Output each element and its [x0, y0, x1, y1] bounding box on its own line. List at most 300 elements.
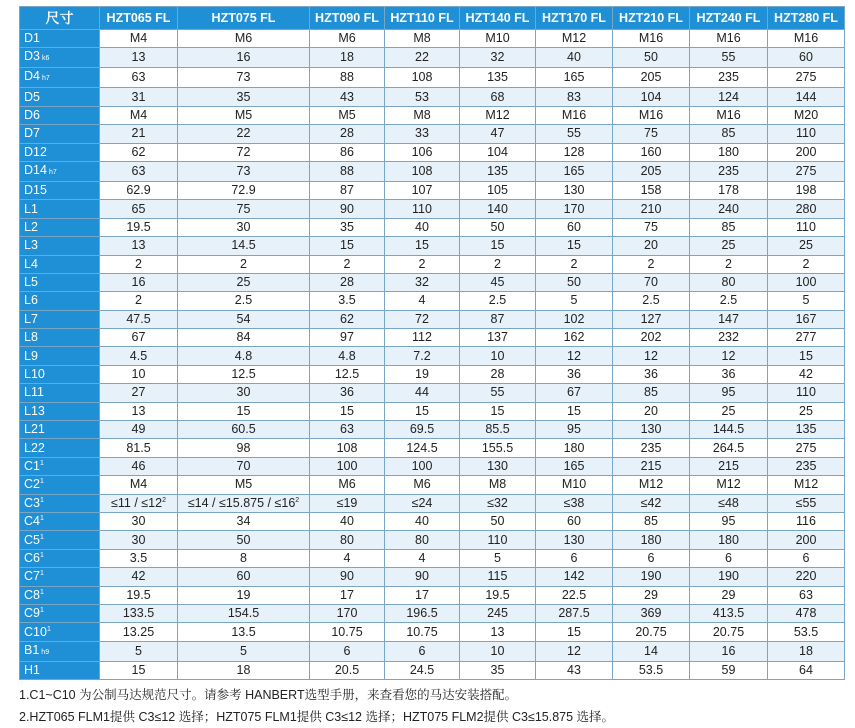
row-label-text: H1	[24, 662, 40, 677]
table-cell	[385, 641, 460, 661]
table-cell	[460, 329, 536, 347]
table-cell	[768, 384, 845, 402]
table-cell	[385, 161, 460, 181]
table-cell	[536, 549, 613, 567]
table-row	[20, 661, 845, 679]
cell-value: 15	[131, 662, 146, 677]
cell-value: 60	[799, 50, 813, 65]
cell-value: 105	[487, 183, 508, 198]
table-cell	[100, 641, 178, 661]
cell-value: 210	[640, 201, 662, 216]
table-cell	[613, 143, 690, 161]
cell-value: 97	[340, 330, 354, 345]
cell-value: 12.5	[231, 367, 256, 382]
cell-value: 180	[563, 440, 585, 455]
cell-value: 19.5	[126, 219, 151, 234]
cell-value: 110	[412, 201, 432, 216]
cell-value: M16	[561, 107, 587, 122]
table-cell	[768, 329, 845, 347]
row-label-text: L7	[24, 311, 38, 326]
cell-value: 155.5	[481, 440, 514, 455]
table-cell	[178, 421, 310, 439]
row-label-text: L11	[24, 385, 44, 400]
row-label-text: B1	[24, 642, 40, 657]
table-cell	[178, 586, 310, 604]
row-label	[20, 365, 100, 383]
cell-value: 25	[236, 275, 251, 290]
cell-value: 47	[490, 126, 505, 141]
table-cell	[460, 310, 536, 328]
row-label-tolerance: h9	[41, 648, 50, 656]
cell-value: 36	[567, 367, 581, 382]
row-label-text: L10	[24, 367, 45, 382]
table-cell	[178, 143, 310, 161]
cell-value: 31	[131, 89, 146, 104]
cell-value: 5	[240, 643, 247, 658]
cell-value: 80	[721, 275, 736, 290]
cell-value: 3.5	[129, 550, 148, 565]
cell-value: 127	[640, 311, 662, 326]
table-cell	[613, 661, 690, 679]
table-cell	[690, 125, 768, 143]
cell-value: 72	[236, 144, 251, 159]
cell-value: 13	[490, 624, 505, 639]
table-cell	[460, 106, 536, 124]
table-cell	[768, 237, 845, 255]
column-header: HZT065 FL	[100, 7, 178, 30]
row-label	[20, 623, 100, 641]
table-cell	[460, 347, 536, 365]
table-cell	[768, 531, 845, 549]
row-label-text: D12	[24, 144, 47, 159]
table-row	[20, 68, 845, 88]
cell-value: 100	[411, 459, 433, 473]
table-cell	[690, 476, 768, 494]
cell-value: 180	[640, 532, 662, 547]
table-cell	[178, 457, 310, 475]
cell-value: 35	[340, 219, 354, 234]
cell-value: 67	[131, 330, 146, 345]
table-cell	[613, 310, 690, 328]
table-cell	[178, 641, 310, 661]
table-header-row	[20, 7, 845, 30]
cell-value: 137	[487, 330, 508, 345]
table-cell	[310, 30, 385, 48]
cell-value: 70	[236, 459, 251, 473]
table-cell	[460, 68, 536, 88]
table-cell	[536, 237, 613, 255]
cell-value: 235	[718, 70, 739, 85]
table-cell	[613, 568, 690, 586]
cell-value: 2.5	[234, 293, 253, 308]
cell-value: 32	[415, 275, 429, 290]
cell-value: M12	[638, 477, 664, 492]
table-cell	[310, 604, 385, 622]
table-cell	[385, 310, 460, 328]
row-label-text: C4	[24, 514, 40, 529]
table-row	[20, 623, 845, 641]
row-label-text: L3	[24, 238, 38, 253]
table-cell	[690, 421, 768, 439]
cell-value: 27	[131, 385, 146, 400]
table-cell	[100, 568, 178, 586]
row-label	[20, 237, 100, 255]
cell-value: 180	[718, 532, 739, 547]
table-cell	[460, 549, 536, 567]
cell-value: 90	[340, 569, 354, 584]
spec-sheet	[19, 6, 844, 728]
cell-value: 220	[795, 569, 817, 584]
cell-value: 83	[567, 89, 581, 104]
cell-value: 53.5	[638, 662, 664, 677]
row-label-text: D7	[24, 126, 40, 141]
table-row	[20, 48, 845, 68]
row-label-superscript: 1	[39, 515, 44, 523]
cell-value: 18	[340, 50, 354, 65]
table-cell	[460, 623, 536, 641]
cell-value: 107	[411, 183, 433, 198]
table-cell	[536, 30, 613, 48]
cell-value: 40	[340, 514, 354, 529]
table-cell	[690, 68, 768, 88]
table-cell	[613, 365, 690, 383]
table-cell	[310, 384, 385, 402]
table-cell	[385, 292, 460, 310]
cell-value: 235	[718, 163, 739, 178]
table-row	[20, 200, 845, 218]
table-cell	[613, 292, 690, 310]
table-cell	[536, 161, 613, 181]
cell-value: 2	[240, 256, 247, 271]
cell-value: 4	[418, 550, 426, 565]
cell-value: 4.8	[338, 348, 356, 363]
cell-value: 3.5	[338, 293, 356, 308]
row-label-text: L21	[24, 422, 45, 437]
cell-value: 232	[718, 330, 739, 345]
table-cell	[310, 661, 385, 679]
table-cell	[536, 365, 613, 383]
cell-value: 30	[131, 514, 146, 529]
table-cell	[100, 549, 178, 567]
cell-value: 45	[490, 275, 505, 290]
cell-value: 13	[131, 50, 146, 65]
row-label-superscript: 1	[39, 606, 44, 614]
row-label	[20, 200, 100, 218]
table-cell	[613, 457, 690, 475]
table-cell	[690, 237, 768, 255]
table-cell	[100, 125, 178, 143]
cell-value: 36	[721, 367, 736, 382]
cell-value: M4	[129, 107, 148, 122]
cell-value: 130	[487, 459, 508, 473]
cell-value: 102	[563, 311, 585, 326]
cell-value: 6	[802, 550, 810, 565]
cell-value: 28	[490, 367, 505, 382]
row-label-text: D1	[24, 31, 40, 46]
table-row	[20, 402, 845, 420]
cell-value: 275	[795, 163, 817, 178]
table-cell	[768, 161, 845, 181]
cell-value: 80	[415, 532, 429, 547]
table-cell	[385, 68, 460, 88]
table-cell	[613, 641, 690, 661]
table-cell	[460, 531, 536, 549]
cell-value: 108	[411, 163, 433, 178]
table-cell	[460, 200, 536, 218]
table-cell	[536, 457, 613, 475]
table-cell	[613, 476, 690, 494]
table-cell	[613, 68, 690, 88]
table-cell	[310, 161, 385, 181]
table-cell	[178, 106, 310, 124]
cell-value: 43	[567, 662, 581, 677]
cell-value: 42	[799, 367, 813, 382]
cell-value: 72.9	[231, 183, 256, 198]
table-cell	[613, 384, 690, 402]
cell-value: 104	[640, 89, 662, 104]
row-label	[20, 48, 100, 68]
cell-value: 85	[644, 514, 658, 529]
cell-value: 130	[563, 183, 585, 198]
column-header: HZT210 FL	[613, 7, 690, 30]
column-header: HZT240 FL	[690, 7, 768, 30]
cell-value: 14	[644, 643, 658, 658]
cell-value: 20.5	[334, 662, 360, 677]
cell-value: 215	[718, 459, 739, 473]
table-cell	[690, 161, 768, 181]
row-label	[20, 347, 100, 365]
cell-value: 5	[135, 643, 142, 658]
row-label	[20, 586, 100, 604]
table-cell	[690, 402, 768, 420]
table-cell	[690, 457, 768, 475]
table-cell	[768, 623, 845, 641]
cell-value: 264.5	[712, 440, 745, 455]
row-label	[20, 494, 100, 512]
cell-value: 13.25	[122, 624, 155, 639]
table-cell	[460, 661, 536, 679]
table-cell	[460, 457, 536, 475]
cell-value: 15	[340, 403, 354, 418]
cell-value: 196.5	[406, 606, 438, 621]
table-cell	[310, 237, 385, 255]
table-cell	[613, 512, 690, 530]
table-cell	[536, 531, 613, 549]
cell-value: 16	[131, 275, 146, 290]
cell-value: 124	[718, 89, 739, 104]
table-cell	[385, 402, 460, 420]
table-cell	[178, 604, 310, 622]
table-cell	[100, 143, 178, 161]
table-cell	[178, 237, 310, 255]
cell-value: M12	[485, 107, 510, 122]
cell-value: 60	[567, 219, 581, 234]
table-cell	[100, 310, 178, 328]
cell-value: ≤14 / ≤15.875 / ≤16	[187, 495, 296, 510]
cell-value: 100	[795, 275, 817, 290]
row-label-text: L5	[24, 275, 38, 290]
table-row	[20, 457, 845, 475]
cell-value: 116	[796, 514, 816, 529]
table-cell	[613, 181, 690, 199]
row-label	[20, 161, 100, 181]
cell-value: 108	[336, 440, 358, 455]
cell-value: 44	[415, 385, 429, 400]
table-cell	[178, 512, 310, 530]
row-label-text: D15	[24, 183, 47, 198]
cell-value: 25	[721, 238, 736, 253]
row-label-text: L2	[24, 219, 38, 234]
cell-value: 115	[487, 569, 508, 584]
cell-value: 18	[236, 662, 251, 677]
table-cell	[613, 88, 690, 106]
table-cell	[536, 200, 613, 218]
table-cell	[100, 30, 178, 48]
table-row	[20, 494, 845, 512]
table-cell	[178, 549, 310, 567]
table-cell	[100, 181, 178, 199]
table-cell	[768, 218, 845, 236]
footnote-1: 1.C1~C10 为公制马达规范尺寸。请参考 HANBERT选型手册，来查看您的马达安装搭配。	[19, 688, 518, 703]
row-label-text: C8	[24, 587, 40, 602]
cell-value: 140	[487, 201, 508, 216]
table-cell	[536, 310, 613, 328]
table-cell	[385, 531, 460, 549]
cell-value: 30	[236, 385, 251, 400]
table-cell	[536, 604, 613, 622]
table-cell	[536, 292, 613, 310]
table-cell	[385, 384, 460, 402]
table-cell	[385, 255, 460, 273]
row-label-text: D6	[24, 107, 40, 122]
table-row	[20, 181, 845, 199]
cell-value: 63	[340, 422, 354, 437]
table-cell	[690, 531, 768, 549]
table-cell	[310, 218, 385, 236]
table-cell	[460, 181, 536, 199]
table-cell	[460, 292, 536, 310]
cell-value: 24.5	[409, 662, 435, 677]
cell-value: 85	[721, 219, 736, 234]
cell-value: M6	[234, 31, 253, 46]
cell-value: 8	[240, 550, 247, 565]
cell-value: 2	[135, 256, 142, 271]
cell-value: 62	[131, 144, 146, 159]
table-cell	[536, 512, 613, 530]
row-label	[20, 549, 100, 567]
table-cell	[690, 255, 768, 273]
table-cell	[100, 292, 178, 310]
cell-value: 6	[418, 643, 426, 658]
column-header: HZT090 FL	[310, 7, 385, 30]
table-cell	[385, 365, 460, 383]
cell-value: 36	[644, 367, 658, 382]
table-cell	[385, 623, 460, 641]
table-cell	[768, 143, 845, 161]
table-cell	[613, 586, 690, 604]
row-label-superscript: 1	[39, 533, 44, 541]
table-cell	[460, 161, 536, 181]
table-cell	[690, 200, 768, 218]
table-cell	[100, 329, 178, 347]
table-cell	[385, 329, 460, 347]
table-cell	[536, 273, 613, 291]
row-label	[20, 143, 100, 161]
row-label-text: C1	[24, 459, 40, 473]
row-label-text: L9	[24, 348, 38, 363]
table-cell	[310, 531, 385, 549]
table-cell	[100, 161, 178, 181]
cell-value: 160	[640, 144, 662, 159]
cell-value: 108	[411, 70, 433, 85]
row-label	[20, 457, 100, 475]
table-cell	[690, 384, 768, 402]
row-label-text: L1	[24, 201, 38, 216]
cell-superscript: 2	[295, 496, 300, 504]
table-cell	[385, 604, 460, 622]
cell-value: M4	[129, 31, 148, 46]
table-cell	[536, 476, 613, 494]
table-cell	[768, 181, 845, 199]
cell-value: M16	[716, 31, 741, 46]
cell-value: ≤48	[718, 495, 739, 510]
cell-value: 50	[490, 219, 505, 234]
cell-value: 4.5	[129, 348, 148, 363]
table-cell	[613, 604, 690, 622]
cell-value: 413.5	[712, 606, 745, 621]
table-cell	[100, 48, 178, 68]
table-cell	[460, 218, 536, 236]
table-cell	[310, 512, 385, 530]
cell-value: 19.5	[126, 587, 151, 602]
cell-value: 15	[567, 403, 581, 418]
table-cell	[385, 494, 460, 512]
column-header: HZT170 FL	[536, 7, 613, 30]
table-cell	[536, 586, 613, 604]
table-cell	[178, 494, 310, 512]
cell-value: M16	[638, 107, 664, 122]
cell-value: 53.5	[793, 624, 819, 639]
cell-value: 34	[236, 514, 251, 529]
table-cell	[460, 30, 536, 48]
table-cell	[768, 88, 845, 106]
cell-value: 85.5	[485, 422, 510, 437]
cell-value: 75	[236, 201, 251, 216]
table-body	[20, 30, 845, 680]
cell-value: 2	[494, 256, 501, 271]
cell-value: 135	[487, 163, 508, 178]
cell-value: 15	[415, 238, 429, 253]
cell-value: 165	[563, 163, 585, 178]
cell-value: 190	[718, 569, 739, 584]
row-label-text: L6	[24, 293, 38, 308]
table-row	[20, 586, 845, 604]
table-cell	[613, 531, 690, 549]
table-cell	[100, 623, 178, 641]
table-cell	[613, 30, 690, 48]
cell-value: 124.5	[406, 440, 438, 455]
table-cell	[385, 568, 460, 586]
table-cell	[536, 661, 613, 679]
cell-value: 35	[236, 89, 251, 104]
table-cell	[768, 457, 845, 475]
table-cell	[613, 106, 690, 124]
cell-value: 6	[343, 643, 351, 658]
table-row	[20, 476, 845, 494]
row-label	[20, 402, 100, 420]
table-cell	[460, 641, 536, 661]
cell-value: M16	[793, 31, 819, 46]
